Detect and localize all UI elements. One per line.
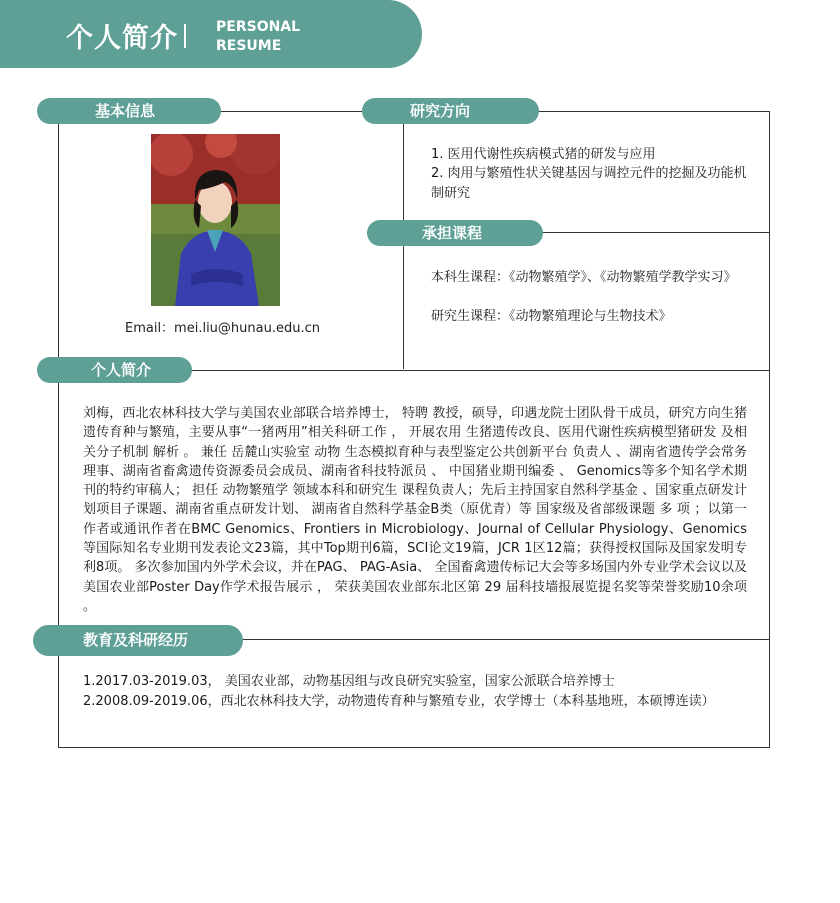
divider — [542, 232, 770, 233]
research-item: 1. 医用代谢性疾病模式猪的研发与应用 — [431, 147, 656, 162]
section-label: 个人简介 — [91, 361, 152, 379]
divider — [537, 111, 770, 112]
divider — [769, 111, 770, 748]
section-research — [362, 98, 539, 124]
education-item: 2.2008.09-2019.06，西北农林科技大学，动物遗传育种与繁殖专业，农学博士（本科基地班，本硕博连读） — [83, 694, 715, 709]
course-item: 研究生课程：《动物繁殖理论与生物技术》 — [431, 309, 672, 324]
section-basic-info — [37, 98, 221, 124]
divider — [58, 747, 770, 748]
banner-subtitle — [216, 18, 300, 56]
research-item: 2. 肉用与繁殖性状关键基因与调控元件的挖掘及功能机制研究 — [431, 166, 747, 201]
section-education — [33, 625, 243, 656]
section-courses — [367, 220, 543, 246]
education-item: 1.2017.03-2019.03， 美国农业部，动物基因组与改良研究实验室，国家公派联合培养博士 — [83, 674, 615, 689]
banner-subtitle-line1: PERSONAL — [216, 19, 301, 35]
divider — [242, 639, 770, 640]
divider — [190, 370, 770, 371]
profile-photo — [151, 134, 280, 306]
banner-subtitle-line2: RESUME — [216, 38, 282, 54]
education-list — [83, 672, 747, 712]
header-banner — [0, 0, 422, 68]
divider — [220, 111, 362, 112]
section-label: 教育及科研经历 — [83, 631, 189, 649]
section-label: 承担课程 — [422, 224, 483, 242]
section-label: 基本信息 — [95, 102, 156, 120]
course-item: 本科生课程：《动物繁殖学》、《动物繁殖学教学实习》 — [431, 270, 737, 285]
banner-separator — [184, 24, 186, 48]
banner-title: 个人简介 — [66, 23, 178, 54]
email: Email：mei.liu@hunau.edu.cn — [124, 321, 320, 336]
profile-bio: 刘梅，西北农林科技大学与美国农业部联合培养博士， 特聘 教授，硕导，印遇龙院士团队骨干成员，研究方向生猪遗传育种与繁殖，主要从事“一猪两用”相关科研工作 ， 开展农用 生猪遗传改良、医用代谢性疾病模型猪研发 及相关分子机制 解析 。 兼任 岳麓山实验室 动物 生态模拟育种与表型鉴定公共创新平台 负责人 、湖南省遗传学会常务理事、湖南省畜禽遗传资源委员会成员、湖南省科技特派员 、 中国猪业期刊编委 、 Genomics等多个知名学术期刊的特约审稿人； 担任 动物繁殖学 领域本科和研究生 课程负责人；先后主持国家自然科学基金 、国家重点研发计划项目子课题、湖南省重点研发计划、 湖南省自然科学基金B类（原优青）等 国家级及省部级课题 多 项 ；以第一作者或通讯作者在BMC Genomics、Frontiers in Microbiology、Journal of Cellular Physiology、Genomics等国际知名专业期刊发表论文23篇，其中Top期刊6篇，SCI论文19篇，JCR 1区12篇；获得授权国际及国家发明专利8项。 多次参加国内外学术会议，并在PAG、 PAG-Asia、 全国畜禽遗传标记大会等多场国内外专业学术会议以及美国农业部Poster Day作学术报告展示 ， 荣获美国农业部东北区第 29 届科技墙报展览提名奖等荣誉奖励10余项 。 — [83, 406, 747, 614]
section-profile — [37, 357, 192, 383]
section-label: 研究方向 — [410, 102, 471, 120]
